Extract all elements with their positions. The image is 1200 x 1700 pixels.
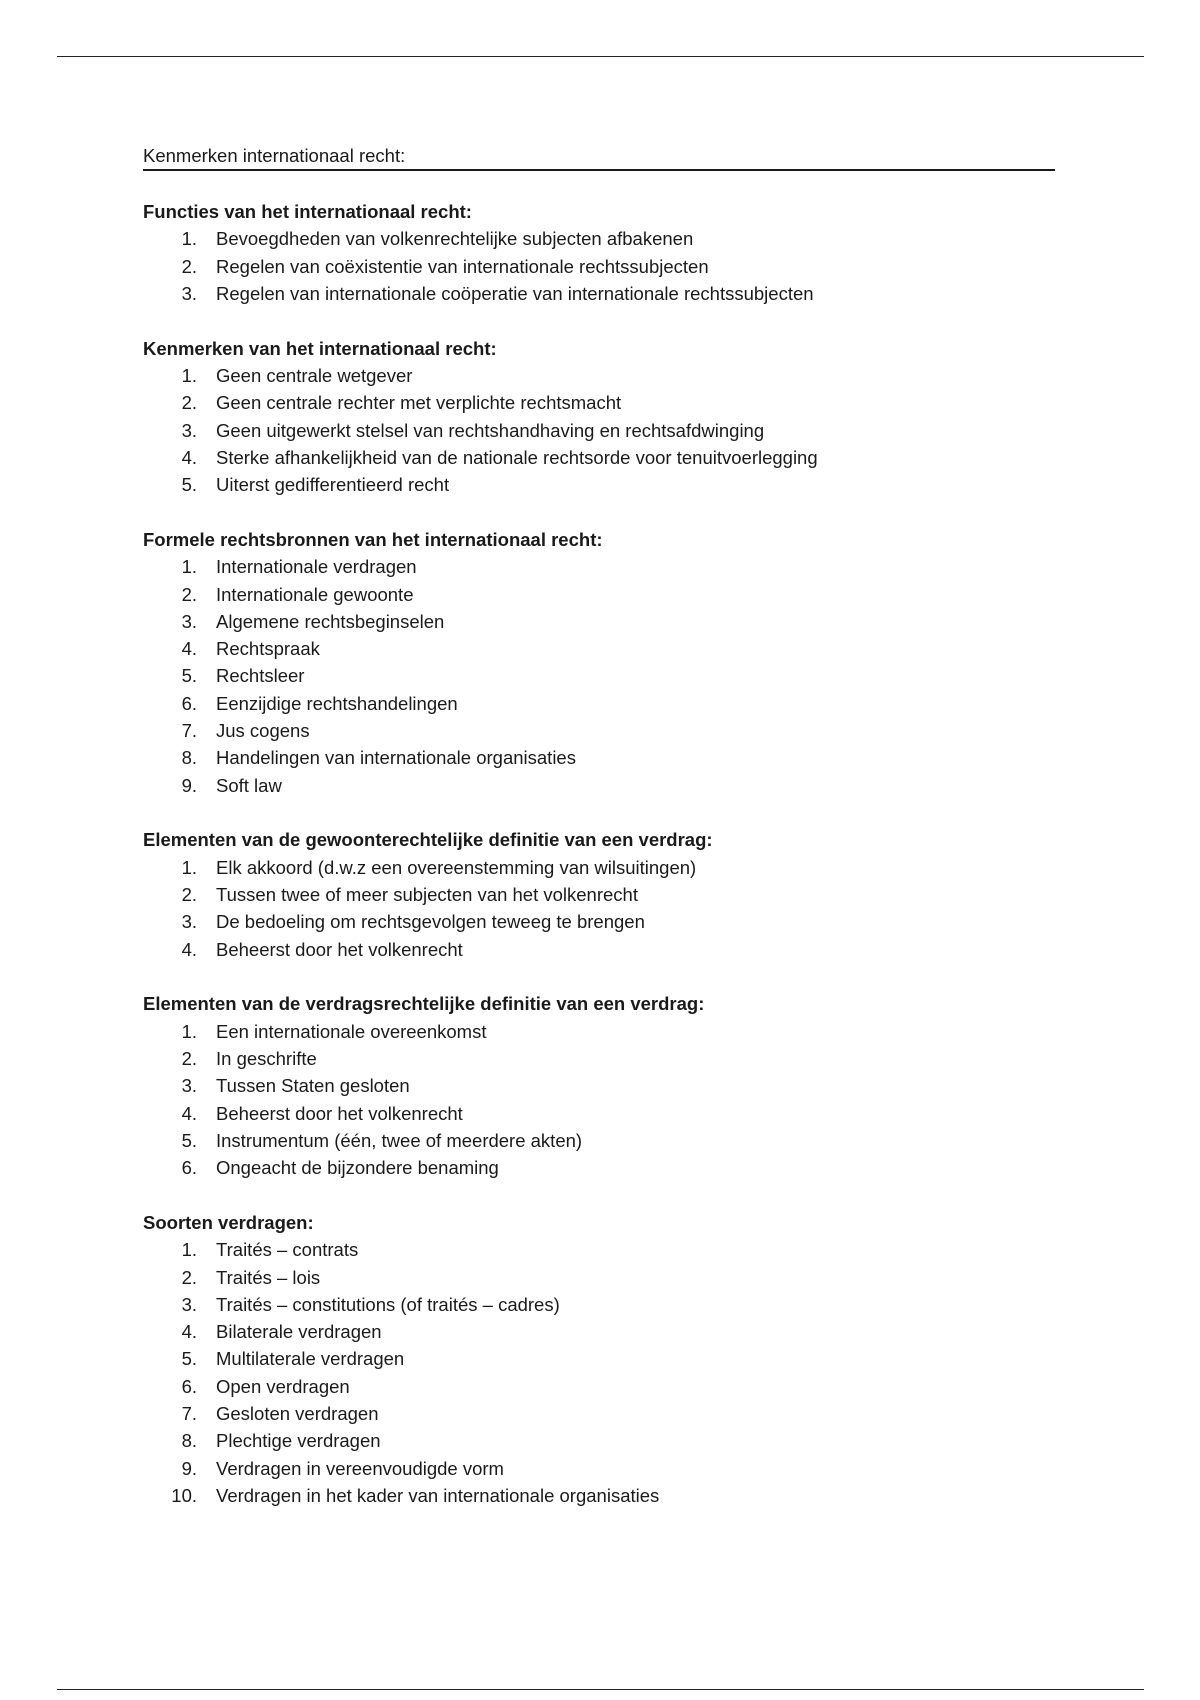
list-item-number: 7. [181, 1403, 197, 1425]
list-item-number: 3. [181, 1293, 197, 1315]
list-item-text: Geen centrale wetgever [216, 364, 413, 386]
list-item-number: 3. [181, 282, 197, 304]
list-item-text: Uiterst gedifferentieerd recht [216, 474, 450, 496]
section [143, 1209, 1055, 1509]
list-item-number: 4. [181, 938, 197, 960]
section-title: Elementen van de gewoonterechtelijke definitie van een verdrag: [143, 829, 713, 851]
list-item-text: Internationale gewoonte [216, 583, 414, 605]
list-item-number: 3. [181, 419, 197, 441]
page-top-rule [57, 56, 1144, 57]
list-item-number: 8. [181, 747, 197, 769]
list-item-text: De bedoeling om rechtsgevolgen teweeg te brengen [216, 911, 645, 933]
list-item-text: Bilaterale verdragen [216, 1321, 382, 1343]
list-item-number: 5. [181, 1129, 197, 1151]
list-item-number: 2. [181, 884, 197, 906]
section [143, 526, 1055, 799]
list-item-number: 8. [181, 1430, 197, 1452]
list-item [143, 417, 1055, 444]
list-item-number: 5. [181, 665, 197, 687]
list-item-text: Handelingen van internationale organisaties [216, 747, 576, 769]
list-item-number: 1. [181, 364, 197, 386]
list-item [143, 444, 1055, 471]
list-item-number: 2. [181, 255, 197, 277]
list-item-text: Sterke afhankelijkheid van de nationale rechtsorde voor tenuitvoerlegging [216, 446, 818, 468]
list-item-text: Rechtspraak [216, 638, 320, 660]
list-item-text: Open verdragen [216, 1375, 350, 1397]
list-item-text: In geschrifte [216, 1048, 317, 1070]
list-item [143, 1400, 1055, 1427]
list-item-text: Bevoegdheden van volkenrechtelijke subjecten afbakenen [216, 228, 694, 250]
list-item-text: Verdragen in het kader van internationale organisaties [216, 1484, 660, 1506]
list-item-text: Jus cogens [216, 720, 310, 742]
numbered-list [143, 1018, 1055, 1182]
numbered-list [143, 362, 1055, 498]
list-item-number: 3. [181, 911, 197, 933]
list-item-text: Geen centrale rechter met verplichte rechtsmacht [216, 392, 622, 414]
list-item-text: Rechtsleer [216, 665, 305, 687]
list-item-number: 2. [181, 1266, 197, 1288]
list-item-text: Ongeacht de bijzondere benaming [216, 1157, 499, 1179]
list-item [143, 690, 1055, 717]
list-item-number: 5. [181, 1348, 197, 1370]
list-item-text: Verdragen in vereenvoudigde vorm [216, 1457, 504, 1479]
list-item [143, 1482, 1055, 1509]
list-item-number: 3. [181, 1075, 197, 1097]
section [143, 826, 1055, 962]
list-item [143, 1318, 1055, 1345]
numbered-list [143, 1236, 1055, 1509]
list-item [143, 581, 1055, 608]
list-item-number: 7. [181, 720, 197, 742]
list-item [143, 253, 1055, 280]
list-item [143, 1264, 1055, 1291]
list-item [143, 936, 1055, 963]
list-item-number: 9. [181, 1457, 197, 1479]
list-item [143, 608, 1055, 635]
list-item-number: 1. [181, 228, 197, 250]
list-item-text: Tussen twee of meer subjecten van het volkenrecht [216, 884, 638, 906]
list-item [143, 1345, 1055, 1372]
list-item-text: Regelen van internationale coöperatie van internationale rechtssubjecten [216, 282, 814, 304]
list-item-text: Elk akkoord (d.w.z een overeenstemming van wilsuitingen) [216, 856, 697, 878]
list-item [143, 717, 1055, 744]
list-item-text: Gesloten verdragen [216, 1403, 379, 1425]
list-item-number: 1. [181, 556, 197, 578]
list-item [143, 772, 1055, 799]
section-title: Formele rechtsbronnen van het internationaal recht: [143, 528, 603, 550]
list-item-text: Eenzijdige rechtshandelingen [216, 692, 458, 714]
list-item-text: Regelen van coëxistentie van internationale rechtssubjecten [216, 255, 709, 277]
list-item [143, 1427, 1055, 1454]
list-item-number: 4. [181, 638, 197, 660]
list-item [143, 1127, 1055, 1154]
section [143, 990, 1055, 1181]
section [143, 335, 1055, 499]
list-item-number: 4. [181, 1321, 197, 1343]
list-item-number: 3. [181, 610, 197, 632]
section [143, 198, 1055, 307]
list-item [143, 553, 1055, 580]
list-item-text: Algemene rechtsbeginselen [216, 610, 445, 632]
list-item-number: 6. [181, 692, 197, 714]
list-item [143, 1373, 1055, 1400]
page-bottom-rule [57, 1689, 1144, 1690]
list-item-text: Een internationale overeenkomst [216, 1020, 487, 1042]
list-item-text: Geen uitgewerkt stelsel van rechtshandhaving en rechtsafdwinging [216, 419, 765, 441]
list-item-number: 4. [181, 446, 197, 468]
list-item [143, 744, 1055, 771]
list-item [143, 225, 1055, 252]
list-item-text: Traités – lois [216, 1266, 321, 1288]
list-item [143, 1291, 1055, 1318]
list-item-number: 5. [181, 474, 197, 496]
list-item [143, 362, 1055, 389]
list-item [143, 1045, 1055, 1072]
section-title: Soorten verdragen: [143, 1212, 314, 1233]
list-item-text: Beheerst door het volkenrecht [216, 938, 463, 960]
list-item [143, 280, 1055, 307]
list-item-text: Traités – constitutions (of traités – cadres) [216, 1293, 560, 1315]
list-item [143, 662, 1055, 689]
list-item [143, 1018, 1055, 1045]
list-item-text: Multilaterale verdragen [216, 1348, 405, 1370]
list-item [143, 881, 1055, 908]
list-item-text: Internationale verdragen [216, 556, 417, 578]
section-title: Kenmerken van het internationaal recht: [143, 337, 497, 359]
list-item-text: Soft law [216, 774, 282, 796]
document-body [143, 144, 1055, 1537]
list-item-number: 9. [181, 774, 197, 796]
list-item-number: 1. [181, 1020, 197, 1042]
section-title: Elementen van de verdragsrechtelijke definitie van een verdrag: [143, 993, 705, 1015]
list-item-text: Plechtige verdragen [216, 1430, 381, 1452]
list-item [143, 1236, 1055, 1263]
list-item-number: 10. [171, 1484, 197, 1506]
numbered-list [143, 854, 1055, 963]
list-item [143, 1455, 1055, 1482]
section-list [143, 198, 1055, 1509]
list-item [143, 908, 1055, 935]
list-item [143, 471, 1055, 498]
list-item-text: Instrumentum (één, twee of meerdere akten) [216, 1129, 583, 1151]
list-item-number: 6. [181, 1375, 197, 1397]
list-item-number: 2. [181, 583, 197, 605]
list-item-text: Traités – contrats [216, 1239, 359, 1261]
list-item [143, 389, 1055, 416]
list-item-number: 4. [181, 1102, 197, 1124]
list-item [143, 1100, 1055, 1127]
document-header: Kenmerken internationaal recht: [143, 144, 1055, 171]
section-title: Functies van het internationaal recht: [143, 201, 472, 222]
numbered-list [143, 225, 1055, 307]
list-item-number: 6. [181, 1157, 197, 1179]
list-item-text: Beheerst door het volkenrecht [216, 1102, 463, 1124]
list-item-number: 2. [181, 392, 197, 414]
list-item-number: 2. [181, 1048, 197, 1070]
list-item [143, 635, 1055, 662]
numbered-list [143, 553, 1055, 799]
list-item-text: Tussen Staten gesloten [216, 1075, 410, 1097]
list-item [143, 1154, 1055, 1181]
list-item-number: 1. [181, 1239, 197, 1261]
list-item [143, 1072, 1055, 1099]
list-item-number: 1. [181, 856, 197, 878]
list-item [143, 854, 1055, 881]
